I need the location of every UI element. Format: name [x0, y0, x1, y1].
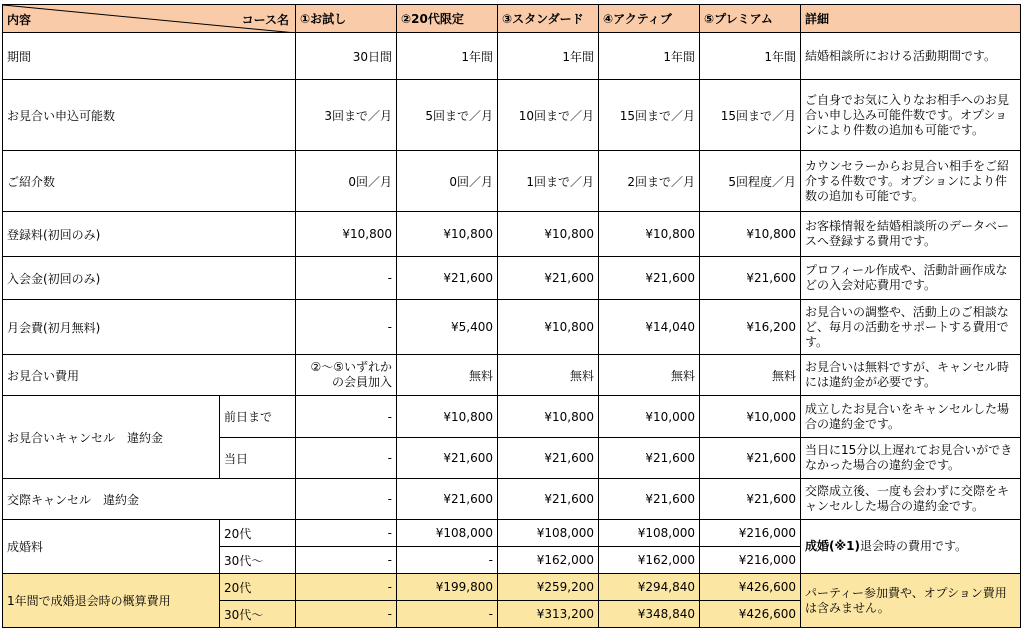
cell-intro-5: 5回程度／月 — [700, 151, 801, 212]
detail-intro: カウンセラーからお見合い相手をご紹介する件数です。オプションにより件数の追加も可能です。 — [801, 151, 1021, 212]
detail-apply: ご自身でお気に入りなお相手へのお見合い申し込み可能件数です。オプションにより件数の追加も可能です。 — [801, 80, 1021, 151]
detail-marriage-bold: 成婚(※1) — [805, 539, 860, 553]
detail-header: 詳細 — [801, 5, 1021, 33]
detail-period: 結婚相談所における活動期間です。 — [801, 33, 1021, 80]
cell-omiai-3: 無料 — [498, 355, 599, 396]
sub-label-estimate-20s: 20代 — [220, 574, 296, 601]
cell-intro-3: 1回まで／月 — [498, 151, 599, 212]
table-row-intro — [3, 151, 1021, 212]
cell-cancel-sameday-1: - — [296, 438, 397, 479]
cell-omiai-4: 無料 — [599, 355, 700, 396]
cell-cancel-sameday-5: ¥21,600 — [700, 438, 801, 479]
cell-estimate-30s-5: ¥426,600 — [700, 601, 801, 628]
row-label-marriage: 成婚料 — [3, 520, 220, 574]
cell-estimate-20s-1: - — [296, 574, 397, 601]
cell-registration-4: ¥10,800 — [599, 212, 700, 257]
cell-cancel-sameday-3: ¥21,600 — [498, 438, 599, 479]
table-row-marriage-20s — [3, 520, 1021, 547]
cell-estimate-30s-2: - — [397, 601, 498, 628]
sub-label-marriage-30s: 30代～ — [220, 547, 296, 574]
cell-omiai-1: ②～⑤いずれかの会員加入 — [296, 355, 397, 396]
corner-right-label: コース名 — [241, 13, 289, 27]
table-row-omiai — [3, 355, 1021, 396]
detail-marriage-rest: 退会時の費用です。 — [860, 539, 968, 553]
cell-monthly-2: ¥5,400 — [397, 300, 498, 355]
cell-entry-5: ¥21,600 — [700, 257, 801, 300]
detail-kosai: 交際成立後、一度も会わずに交際をキャンセルした場合の違約金です。 — [801, 479, 1021, 520]
cell-kosai-4: ¥21,600 — [599, 479, 700, 520]
cell-marriage-30s-4: ¥162,000 — [599, 547, 700, 574]
course-header-4: ④アクティブ — [599, 5, 700, 33]
cell-omiai-2: 無料 — [397, 355, 498, 396]
row-label-apply: お見合い申込可能数 — [3, 80, 296, 151]
cell-estimate-20s-4: ¥294,840 — [599, 574, 700, 601]
sub-label-estimate-30s: 30代～ — [220, 601, 296, 628]
corner-top-label: 内容 — [7, 13, 32, 27]
cell-estimate-30s-1: - — [296, 601, 397, 628]
table-row-kosai — [3, 479, 1021, 520]
cell-entry-3: ¥21,600 — [498, 257, 599, 300]
cell-kosai-1: - — [296, 479, 397, 520]
table-row-estimate-20s — [3, 574, 1021, 601]
cell-cancel-before-5: ¥10,000 — [700, 396, 801, 438]
cell-cancel-sameday-4: ¥21,600 — [599, 438, 700, 479]
cell-cancel-before-3: ¥10,800 — [498, 396, 599, 438]
cell-marriage-20s-2: ¥108,000 — [397, 520, 498, 547]
cell-apply-1: 3回まで／月 — [296, 80, 397, 151]
course-header-5: ⑤プレミアム — [700, 5, 801, 33]
row-label-estimate: 1年間で成婚退会時の概算費用 — [3, 574, 220, 628]
detail-omiai: お見合いは無料ですが、キャンセル時には違約金が必要です。 — [801, 355, 1021, 396]
detail-marriage — [801, 520, 1021, 574]
table-row-registration — [3, 212, 1021, 257]
table-row-apply — [3, 80, 1021, 151]
course-header-3: ③スタンダード — [498, 5, 599, 33]
table-row-period — [3, 33, 1021, 80]
table-row-monthly — [3, 300, 1021, 355]
cell-estimate-30s-4: ¥348,840 — [599, 601, 700, 628]
table-row-cancel-before — [3, 396, 1021, 438]
cell-entry-2: ¥21,600 — [397, 257, 498, 300]
detail-monthly: お見合いの調整や、活動上のご相談など、毎月の活動をサポートする費用です。 — [801, 300, 1021, 355]
cell-apply-5: 15回まで／月 — [700, 80, 801, 151]
row-label-omiai: お見合い費用 — [3, 355, 296, 396]
cell-marriage-20s-4: ¥108,000 — [599, 520, 700, 547]
table-row-entry — [3, 257, 1021, 300]
cell-intro-2: 0回／月 — [397, 151, 498, 212]
cell-apply-4: 15回まで／月 — [599, 80, 700, 151]
row-label-registration: 登録料(初回のみ) — [3, 212, 296, 257]
cell-monthly-3: ¥10,800 — [498, 300, 599, 355]
detail-cancel-sameday: 当日に15分以上遅れてお見合いができなかった場合の違約金です。 — [801, 438, 1021, 479]
sub-label-sameday: 当日 — [220, 438, 296, 479]
cell-estimate-30s-3: ¥313,200 — [498, 601, 599, 628]
cell-monthly-4: ¥14,040 — [599, 300, 700, 355]
cell-registration-2: ¥10,800 — [397, 212, 498, 257]
cell-marriage-20s-3: ¥108,000 — [498, 520, 599, 547]
cell-registration-3: ¥10,800 — [498, 212, 599, 257]
cell-marriage-30s-3: ¥162,000 — [498, 547, 599, 574]
row-label-intro: ご紹介数 — [3, 151, 296, 212]
cell-estimate-20s-3: ¥259,200 — [498, 574, 599, 601]
cell-apply-2: 5回まで／月 — [397, 80, 498, 151]
row-label-monthly: 月会費(初月無料) — [3, 300, 296, 355]
row-label-cancel: お見合いキャンセル 違約金 — [3, 396, 220, 479]
course-header-2: ②20代限定 — [397, 5, 498, 33]
detail-estimate: パーティー参加費や、オプション費用は含みません。 — [801, 574, 1021, 628]
cell-kosai-3: ¥21,600 — [498, 479, 599, 520]
cell-period-4: 1年間 — [599, 33, 700, 80]
cell-apply-3: 10回まで／月 — [498, 80, 599, 151]
row-label-entry: 入会金(初回のみ) — [3, 257, 296, 300]
cell-cancel-before-1: - — [296, 396, 397, 438]
cell-kosai-2: ¥21,600 — [397, 479, 498, 520]
detail-entry: プロフィール作成や、活動計画作成などの入会対応費用です。 — [801, 257, 1021, 300]
cell-period-2: 1年間 — [397, 33, 498, 80]
cell-marriage-30s-1: - — [296, 547, 397, 574]
detail-cancel-before: 成立したお見合いをキャンセルした場合の違約金です。 — [801, 396, 1021, 438]
cell-period-3: 1年間 — [498, 33, 599, 80]
cell-period-1: 30日間 — [296, 33, 397, 80]
cell-cancel-sameday-2: ¥21,600 — [397, 438, 498, 479]
cell-kosai-5: ¥21,600 — [700, 479, 801, 520]
cell-marriage-20s-5: ¥216,000 — [700, 520, 801, 547]
sub-label-before: 前日まで — [220, 396, 296, 438]
cell-marriage-30s-5: ¥216,000 — [700, 547, 801, 574]
cell-entry-1: - — [296, 257, 397, 300]
cell-period-5: 1年間 — [700, 33, 801, 80]
cell-monthly-5: ¥16,200 — [700, 300, 801, 355]
cell-cancel-before-2: ¥10,800 — [397, 396, 498, 438]
fee-table — [2, 4, 1021, 628]
cell-cancel-before-4: ¥10,000 — [599, 396, 700, 438]
cell-marriage-20s-1: - — [296, 520, 397, 547]
detail-registration: お客様情報を結婚相談所のデータベースへ登録する費用です。 — [801, 212, 1021, 257]
header-row — [3, 5, 1021, 33]
cell-intro-1: 0回／月 — [296, 151, 397, 212]
cell-estimate-20s-2: ¥199,800 — [397, 574, 498, 601]
sub-label-marriage-20s: 20代 — [220, 520, 296, 547]
course-header-1: ①お試し — [296, 5, 397, 33]
cell-estimate-20s-5: ¥426,600 — [700, 574, 801, 601]
corner-header-cell — [3, 5, 296, 33]
cell-omiai-5: 無料 — [700, 355, 801, 396]
cell-registration-1: ¥10,800 — [296, 212, 397, 257]
cell-monthly-1: - — [296, 300, 397, 355]
cell-entry-4: ¥21,600 — [599, 257, 700, 300]
cell-intro-4: 2回まで／月 — [599, 151, 700, 212]
cell-marriage-30s-2: - — [397, 547, 498, 574]
row-label-kosai: 交際キャンセル 違約金 — [3, 479, 296, 520]
row-label-period: 期間 — [3, 33, 296, 80]
cell-registration-5: ¥10,800 — [700, 212, 801, 257]
